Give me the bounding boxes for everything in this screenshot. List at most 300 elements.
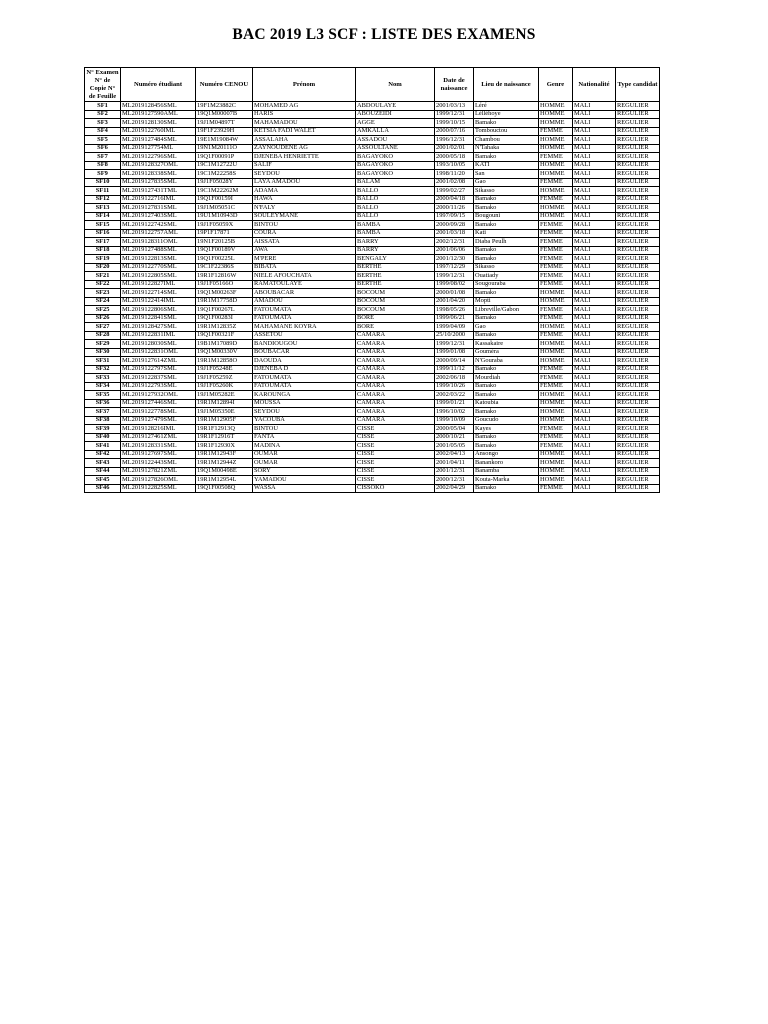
last-name-cell: BERTHE (356, 280, 435, 289)
table-row (85, 348, 660, 357)
birth-date-cell: 2002/06/18 (435, 374, 474, 383)
first-name-cell: RAMATOULAYE (253, 280, 356, 289)
student-number-cell: ML2019127484SML (121, 136, 196, 145)
nationality-cell: MALI (573, 178, 616, 187)
birth-date-cell: 1999/11/12 (435, 365, 474, 374)
candidate-type-cell: REGULIER (616, 187, 660, 196)
birth-place-cell: Bamako (474, 484, 539, 493)
gender-cell: HOMME (539, 119, 573, 128)
table-row (85, 442, 660, 451)
gender-cell: FEMME (539, 382, 573, 391)
birth-place-cell: Katoubia (474, 399, 539, 408)
student-number-cell: ML2019127826OML (121, 476, 196, 485)
table-row (85, 178, 660, 187)
cenou-number-cell: 19F1M23882C (196, 102, 253, 111)
first-name-cell: FANTA (253, 433, 356, 442)
first-name-cell: OUMAR (253, 450, 356, 459)
student-number-cell: ML2019122831OML (121, 348, 196, 357)
cenou-number-cell: 19R1M17758D (196, 297, 253, 306)
gender-cell: HOMME (539, 450, 573, 459)
birth-date-cell: 1997/09/15 (435, 212, 474, 221)
exam-number-cell: SF33 (85, 374, 121, 383)
candidate-type-cell: REGULIER (616, 450, 660, 459)
birth-date-cell: 2001/12/31 (435, 467, 474, 476)
nationality-cell: MALI (573, 170, 616, 179)
last-name-cell: BOCOUM (356, 306, 435, 315)
birth-place-cell: Ansongo (474, 450, 539, 459)
gender-cell: FEMME (539, 153, 573, 162)
cenou-number-cell: 19N1M20111O (196, 144, 253, 153)
candidate-type-cell: REGULIER (616, 476, 660, 485)
col-header-first-name: Prénom (253, 68, 356, 102)
birth-date-cell: 1999/12/31 (435, 340, 474, 349)
birth-place-cell: Diaba Peulh (474, 238, 539, 247)
gender-cell: HOMME (539, 289, 573, 298)
candidate-type-cell: REGULIER (616, 374, 660, 383)
exam-number-cell: SF4 (85, 127, 121, 136)
birth-date-cell: 2002/04/13 (435, 450, 474, 459)
birth-place-cell: Bamako (474, 153, 539, 162)
exam-number-cell: SF40 (85, 433, 121, 442)
birth-place-cell: Bamako (474, 442, 539, 451)
exam-number-cell: SF16 (85, 229, 121, 238)
table-row (85, 476, 660, 485)
first-name-cell: FATOUMATA (253, 314, 356, 323)
table-row (85, 221, 660, 230)
nationality-cell: MALI (573, 408, 616, 417)
cenou-number-cell: 19Q1M00330V (196, 348, 253, 357)
cenou-number-cell: 19R1F12816W (196, 272, 253, 281)
last-name-cell: BERTHE (356, 272, 435, 281)
first-name-cell: ZAYNOUDÈNE AG (253, 144, 356, 153)
student-number-cell: ML2019122806SML (121, 306, 196, 315)
birth-place-cell: Bamako (474, 204, 539, 213)
table-row (85, 450, 660, 459)
nationality-cell: MALI (573, 144, 616, 153)
student-number-cell: ML2019122770SML (121, 263, 196, 272)
candidate-type-cell: REGULIER (616, 416, 660, 425)
last-name-cell: BENGALY (356, 255, 435, 264)
birth-place-cell: Gao (474, 178, 539, 187)
nationality-cell: MALI (573, 442, 616, 451)
gender-cell: HOMME (539, 102, 573, 111)
col-header-birth-place: Lieu de naissance (474, 68, 539, 102)
nationality-cell: MALI (573, 365, 616, 374)
student-number-cell: ML2019127403SML (121, 212, 196, 221)
nationality-cell: MALI (573, 391, 616, 400)
first-name-cell: SOULEYMANE (253, 212, 356, 221)
last-name-cell: BORE (356, 323, 435, 332)
cenou-number-cell: 19P1F17871 (196, 229, 253, 238)
cenou-number-cell: 19Q1F00321F (196, 331, 253, 340)
exam-number-cell: SF41 (85, 442, 121, 451)
birth-date-cell: 1996/12/31 (435, 136, 474, 145)
table-row (85, 382, 660, 391)
nationality-cell: MALI (573, 331, 616, 340)
exam-number-cell: SF28 (85, 331, 121, 340)
table-row (85, 331, 660, 340)
gender-cell: FEMME (539, 195, 573, 204)
first-name-cell: AISSATA (253, 238, 356, 247)
student-number-cell: ML2019127479SML (121, 416, 196, 425)
exam-number-cell: SF39 (85, 425, 121, 434)
birth-place-cell: N'Gouraba (474, 357, 539, 366)
cenou-number-cell: 19E1M19084W (196, 136, 253, 145)
table-row (85, 161, 660, 170)
candidate-type-cell: REGULIER (616, 195, 660, 204)
exam-number-cell: SF35 (85, 391, 121, 400)
first-name-cell: ASSALAHA (253, 136, 356, 145)
birth-date-cell: 2001/06/06 (435, 246, 474, 255)
last-name-cell: CAMARA (356, 416, 435, 425)
student-number-cell: ML2019122742SML (121, 221, 196, 230)
table-row (85, 119, 660, 128)
table-row (85, 399, 660, 408)
gender-cell: HOMME (539, 416, 573, 425)
exam-number-cell: SF14 (85, 212, 121, 221)
first-name-cell: AWA (253, 246, 356, 255)
gender-cell: HOMME (539, 467, 573, 476)
gender-cell: FEMME (539, 255, 573, 264)
gender-cell: HOMME (539, 357, 573, 366)
exam-number-cell: SF17 (85, 238, 121, 247)
candidate-type-cell: REGULIER (616, 144, 660, 153)
candidate-type-cell: REGULIER (616, 331, 660, 340)
birth-place-cell: Bamako (474, 289, 539, 298)
cenou-number-cell: 19Q1F00189V (196, 246, 253, 255)
student-number-cell: ML2019122757AML (121, 229, 196, 238)
table-row (85, 459, 660, 468)
table-row (85, 272, 660, 281)
nationality-cell: MALI (573, 425, 616, 434)
col-header-student-number: Numéro étudiant (121, 68, 196, 102)
nationality-cell: MALI (573, 340, 616, 349)
candidate-type-cell: REGULIER (616, 425, 660, 434)
gender-cell: FEMME (539, 433, 573, 442)
table-row (85, 170, 660, 179)
cenou-number-cell: 19Q1F00508Q (196, 484, 253, 493)
last-name-cell: CAMARA (356, 408, 435, 417)
birth-place-cell: Bamako (474, 255, 539, 264)
exam-number-cell: SF7 (85, 153, 121, 162)
col-header-birth-date: Date de naissance (435, 68, 474, 102)
last-name-cell: BAMBA (356, 221, 435, 230)
first-name-cell: BANDIOUGOU (253, 340, 356, 349)
last-name-cell: BARRY (356, 238, 435, 247)
candidate-type-cell: REGULIER (616, 467, 660, 476)
cenou-number-cell: 19R1M12943F (196, 450, 253, 459)
candidate-type-cell: REGULIER (616, 297, 660, 306)
birth-place-cell: Bamako (474, 119, 539, 128)
birth-date-cell: 1999/12/31 (435, 110, 474, 119)
student-number-cell: ML2019122716IML (121, 195, 196, 204)
birth-place-cell: Kassakaire (474, 340, 539, 349)
exam-number-cell: SF15 (85, 221, 121, 230)
table-row (85, 110, 660, 119)
last-name-cell: CISSE (356, 467, 435, 476)
birth-place-cell: Sikasso (474, 187, 539, 196)
birth-date-cell: 2001/02/08 (435, 178, 474, 187)
student-number-cell: ML2019127590AML (121, 110, 196, 119)
candidate-type-cell: REGULIER (616, 340, 660, 349)
cenou-number-cell: 19B1M17089D (196, 340, 253, 349)
col-header-cenou-number: Numéro CENOU (196, 68, 253, 102)
last-name-cell: CISSE (356, 450, 435, 459)
table-row (85, 127, 660, 136)
exam-number-cell: SF24 (85, 297, 121, 306)
cenou-number-cell: 19J1F05248E (196, 365, 253, 374)
first-name-cell: N'FALY (253, 204, 356, 213)
exam-number-cell: SF34 (85, 382, 121, 391)
student-number-cell: ML2019122825SML (121, 484, 196, 493)
birth-date-cell: 2000/05/18 (435, 153, 474, 162)
candidate-type-cell: REGULIER (616, 484, 660, 493)
candidate-type-cell: REGULIER (616, 153, 660, 162)
candidate-type-cell: REGULIER (616, 357, 660, 366)
student-number-cell: ML2019128216IML (121, 425, 196, 434)
table-row (85, 323, 660, 332)
first-name-cell: SEYDOU (253, 408, 356, 417)
exam-number-cell: SF21 (85, 272, 121, 281)
candidate-type-cell: REGULIER (616, 102, 660, 111)
gender-cell: HOMME (539, 161, 573, 170)
birth-date-cell: 1999/02/27 (435, 187, 474, 196)
nationality-cell: MALI (573, 195, 616, 204)
last-name-cell: BAMBA (356, 229, 435, 238)
student-number-cell: ML2019127488SML (121, 246, 196, 255)
birth-date-cell: 2000/09/28 (435, 221, 474, 230)
table-header-row (85, 68, 660, 102)
gender-cell: HOMME (539, 340, 573, 349)
gender-cell: FEMME (539, 374, 573, 383)
student-number-cell: ML2019128338SML (121, 170, 196, 179)
birth-place-cell: Ouatiady (474, 272, 539, 281)
student-number-cell: ML2019128327OML (121, 161, 196, 170)
birth-place-cell: Bamako (474, 408, 539, 417)
first-name-cell: MADINA (253, 442, 356, 451)
last-name-cell: CAMARA (356, 331, 435, 340)
last-name-cell: CAMARA (356, 348, 435, 357)
table-row (85, 263, 660, 272)
candidate-type-cell: REGULIER (616, 433, 660, 442)
last-name-cell: AGGE (356, 119, 435, 128)
table-row (85, 306, 660, 315)
student-number-cell: ML2019128331SML (121, 442, 196, 451)
nationality-cell: MALI (573, 297, 616, 306)
gender-cell: HOMME (539, 408, 573, 417)
gender-cell: FEMME (539, 263, 573, 272)
table-row (85, 467, 660, 476)
cenou-number-cell: 19C1M12722U (196, 161, 253, 170)
table-row (85, 195, 660, 204)
gender-cell: FEMME (539, 280, 573, 289)
exam-number-cell: SF10 (85, 178, 121, 187)
birth-place-cell: Bougouni (474, 212, 539, 221)
first-name-cell: BINTOU (253, 221, 356, 230)
nationality-cell: MALI (573, 416, 616, 425)
first-name-cell: FATOUMATA (253, 306, 356, 315)
page-title: BAC 2019 L3 SCF : LISTE DES EXAMENS (232, 26, 536, 43)
birth-place-cell: San (474, 170, 539, 179)
gender-cell: HOMME (539, 204, 573, 213)
last-name-cell: ASSADOU (356, 136, 435, 145)
col-header-nationality: Nationalité (573, 68, 616, 102)
gender-cell: FEMME (539, 306, 573, 315)
birth-place-cell: Kati (474, 229, 539, 238)
cenou-number-cell: 19C1M22258S (196, 170, 253, 179)
first-name-cell: OUMAR (253, 459, 356, 468)
gender-cell: FEMME (539, 365, 573, 374)
gender-cell: HOMME (539, 476, 573, 485)
gender-cell: HOMME (539, 459, 573, 468)
birth-date-cell: 1998/05/26 (435, 306, 474, 315)
cenou-number-cell: 19R1M12905F (196, 416, 253, 425)
exam-number-cell: SF32 (85, 365, 121, 374)
first-name-cell: LAYA AMADOU (253, 178, 356, 187)
nationality-cell: MALI (573, 374, 616, 383)
last-name-cell: BALAM (356, 178, 435, 187)
candidate-type-cell: REGULIER (616, 170, 660, 179)
student-number-cell: ML2019127754ML (121, 144, 196, 153)
candidate-type-cell: REGULIER (616, 399, 660, 408)
col-header-last-name: Nom (356, 68, 435, 102)
first-name-cell: ASSETOU (253, 331, 356, 340)
gender-cell: FEMME (539, 331, 573, 340)
cenou-number-cell: 19F1F23929H (196, 127, 253, 136)
gender-cell: HOMME (539, 187, 573, 196)
last-name-cell: BAGAYOKO (356, 170, 435, 179)
candidate-type-cell: REGULIER (616, 110, 660, 119)
first-name-cell: M'PERE (253, 255, 356, 264)
student-number-cell: ML2019122793SML (121, 382, 196, 391)
nationality-cell: MALI (573, 204, 616, 213)
nationality-cell: MALI (573, 399, 616, 408)
birth-date-cell: 2000/04/18 (435, 195, 474, 204)
last-name-cell: ABOUZEIDI (356, 110, 435, 119)
table-row (85, 416, 660, 425)
birth-date-cell: 2001/12/30 (435, 255, 474, 264)
table-row (85, 255, 660, 264)
last-name-cell: ASSOULTANE (356, 144, 435, 153)
nationality-cell: MALI (573, 476, 616, 485)
table-body (85, 102, 660, 493)
gender-cell: HOMME (539, 391, 573, 400)
cenou-number-cell: 19Q1F00159I (196, 195, 253, 204)
student-number-cell: ML2019122805SML (121, 272, 196, 281)
birth-date-cell: 2002/12/31 (435, 238, 474, 247)
first-name-cell: BINTOU (253, 425, 356, 434)
birth-place-cell: Bamako (474, 391, 539, 400)
candidate-type-cell: REGULIER (616, 408, 660, 417)
birth-date-cell: 2001/05/05 (435, 442, 474, 451)
candidate-type-cell: REGULIER (616, 161, 660, 170)
first-name-cell: HAWA (253, 195, 356, 204)
exam-number-cell: SF36 (85, 399, 121, 408)
candidate-type-cell: REGULIER (616, 246, 660, 255)
first-name-cell: AMADOU (253, 297, 356, 306)
birth-date-cell: 2000/05/04 (435, 425, 474, 434)
birth-place-cell: Bamako (474, 221, 539, 230)
student-number-cell: ML2019122797SML (121, 365, 196, 374)
cenou-number-cell: 19Q1M00498E (196, 467, 253, 476)
gender-cell: HOMME (539, 348, 573, 357)
candidate-type-cell: REGULIER (616, 238, 660, 247)
birth-date-cell: 1999/10/09 (435, 416, 474, 425)
first-name-cell: ABOUBACAR (253, 289, 356, 298)
first-name-cell: MAHAMADOU (253, 119, 356, 128)
candidate-type-cell: REGULIER (616, 212, 660, 221)
birth-place-cell: Bamako (474, 314, 539, 323)
exam-number-cell: SF22 (85, 280, 121, 289)
candidate-type-cell: REGULIER (616, 289, 660, 298)
nationality-cell: MALI (573, 255, 616, 264)
nationality-cell: MALI (573, 348, 616, 357)
birth-date-cell: 1993/10/05 (435, 161, 474, 170)
candidate-type-cell: REGULIER (616, 382, 660, 391)
exam-number-cell: SF43 (85, 459, 121, 468)
gender-cell: FEMME (539, 221, 573, 230)
col-header-candidate-type: Type candidat (616, 68, 660, 102)
student-number-cell: ML2019122813SML (121, 255, 196, 264)
gender-cell: FEMME (539, 246, 573, 255)
nationality-cell: MALI (573, 484, 616, 493)
exam-number-cell: SF1 (85, 102, 121, 111)
table-row (85, 391, 660, 400)
exam-number-cell: SF38 (85, 416, 121, 425)
nationality-cell: MALI (573, 238, 616, 247)
birth-date-cell: 2000/01/08 (435, 289, 474, 298)
last-name-cell: BOCOUM (356, 297, 435, 306)
candidate-type-cell: REGULIER (616, 255, 660, 264)
nationality-cell: MALI (573, 467, 616, 476)
exam-number-cell: SF46 (85, 484, 121, 493)
cenou-number-cell: 19R1M12858O (196, 357, 253, 366)
exam-list-table (84, 67, 660, 493)
table-row (85, 314, 660, 323)
birth-date-cell: 1998/11/20 (435, 170, 474, 179)
last-name-cell: BALLO (356, 187, 435, 196)
birth-place-cell: Lélléhoye (474, 110, 539, 119)
exam-number-cell: SF3 (85, 119, 121, 128)
student-number-cell: ML2019122837SML (121, 374, 196, 383)
table-row (85, 408, 660, 417)
first-name-cell: FATOUMATA (253, 374, 356, 383)
birth-date-cell: 1999/12/31 (435, 272, 474, 281)
birth-date-cell: 1997/12/29 (435, 263, 474, 272)
nationality-cell: MALI (573, 136, 616, 145)
student-number-cell: ML2019128311OML (121, 238, 196, 247)
gender-cell: FEMME (539, 272, 573, 281)
birth-date-cell: 2000/07/16 (435, 127, 474, 136)
exam-number-cell: SF6 (85, 144, 121, 153)
last-name-cell: CAMARA (356, 382, 435, 391)
nationality-cell: MALI (573, 212, 616, 221)
col-header-gender: Genre (539, 68, 573, 102)
cenou-number-cell: 19C1F22386S (196, 263, 253, 272)
birth-place-cell: Banankoro (474, 459, 539, 468)
exam-number-cell: SF25 (85, 306, 121, 315)
candidate-type-cell: REGULIER (616, 229, 660, 238)
last-name-cell: CISSE (356, 433, 435, 442)
birth-date-cell: 1996/10/02 (435, 408, 474, 417)
gender-cell: HOMME (539, 110, 573, 119)
gender-cell: FEMME (539, 178, 573, 187)
candidate-type-cell: REGULIER (616, 127, 660, 136)
table-row (85, 229, 660, 238)
cenou-number-cell: 19J1F05028Y (196, 178, 253, 187)
first-name-cell: YAMADOU (253, 476, 356, 485)
exam-number-cell: SF44 (85, 467, 121, 476)
